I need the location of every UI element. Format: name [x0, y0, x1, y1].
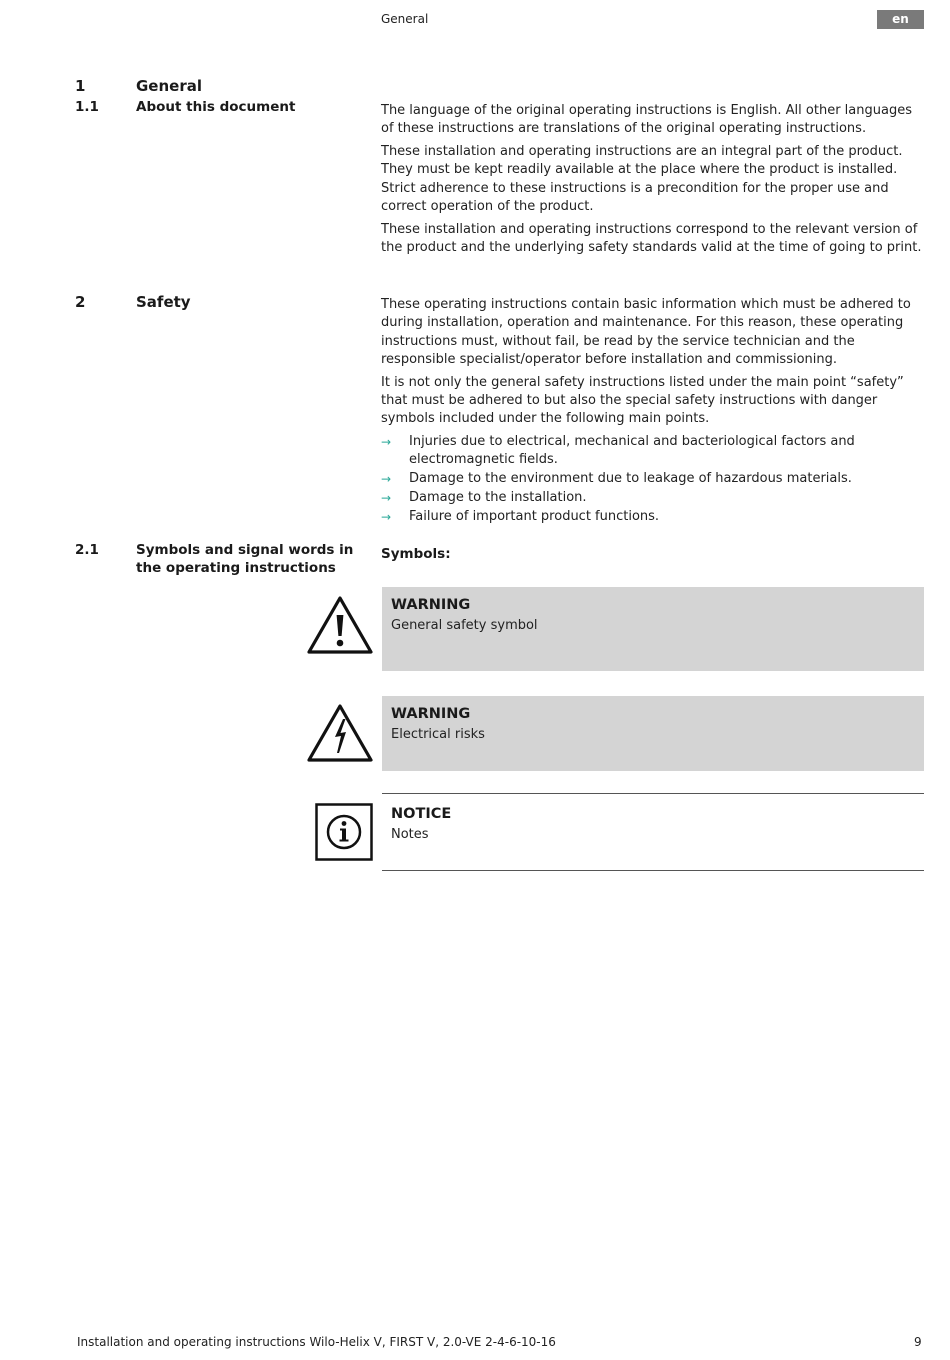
- arrow-right-icon: →: [381, 490, 392, 505]
- symbols-label: Symbols:: [381, 546, 451, 562]
- footer-text: Installation and operating instructions Wilo-Helix V, FIRST V, 2.0-VE 2-4-6-10-16: [77, 1335, 556, 1349]
- list-item-text: Injuries due to electrical, mechanical and bacteriological factors and electromagnetic fields.: [409, 434, 855, 468]
- list-item-text: Damage to the installation.: [409, 489, 587, 505]
- paragraph: The language of the original operating instructions is English. All other languages of these instructions are translations of the original operating instructions.: [381, 103, 912, 137]
- language-badge: en: [877, 10, 924, 29]
- warning-box-electrical: [382, 696, 924, 771]
- section-number: 2: [75, 293, 86, 311]
- list-item: [381, 470, 924, 488]
- section-number: 1: [75, 77, 86, 95]
- list-item-text: Damage to the environment due to leakage of hazardous materials.: [409, 471, 852, 487]
- list-item: [381, 489, 924, 507]
- general-warning-icon: [306, 595, 374, 655]
- safety-text: [381, 296, 924, 527]
- list-item: [381, 508, 924, 526]
- signal-description: General safety symbol: [391, 618, 538, 633]
- signal-description: Notes: [391, 827, 429, 842]
- paragraph: These installation and operating instructions correspond to the relevant version of the product and the underlying safety standards valid at the time of going to print.: [381, 221, 922, 256]
- subsection-title: About this document: [136, 99, 296, 115]
- info-icon: [315, 803, 373, 861]
- about-document-text: [381, 102, 924, 262]
- notice-box: [382, 793, 924, 871]
- warning-box-general: [382, 587, 924, 671]
- paragraph: It is not only the general safety instructions listed under the main point “safety” that must be adhered to but also the special safety instructions with danger symbols included under the following main points.: [381, 374, 904, 427]
- section-title: General: [136, 77, 202, 95]
- subsection-number: 2.1: [75, 542, 99, 558]
- list-item-text: Failure of important product functions.: [409, 508, 660, 524]
- signal-word: WARNING: [391, 597, 471, 613]
- signal-word: WARNING: [391, 706, 471, 722]
- list-item: [381, 433, 924, 470]
- subsection-title: Symbols and signal words in the operating instructions: [136, 542, 354, 576]
- arrow-right-icon: →: [381, 509, 392, 524]
- subsection-number: 1.1: [75, 99, 99, 115]
- paragraph: These installation and operating instructions are an integral part of the product. They must be kept readily available at the place where the product is installed. Strict adherence to these instructions is a precondition for the proper use and correct operation of the product.: [381, 144, 903, 214]
- arrow-right-icon: →: [381, 435, 392, 450]
- running-header-title: General: [381, 12, 429, 26]
- electrical-warning-icon: [306, 703, 374, 763]
- arrow-right-icon: →: [381, 472, 392, 487]
- signal-word: NOTICE: [391, 806, 452, 822]
- page-number: 9: [914, 1335, 922, 1349]
- signal-description: Electrical risks: [391, 727, 485, 742]
- section-title: Safety: [136, 293, 191, 311]
- paragraph: These operating instructions contain basic information which must be adhered to during installation, operation and maintenance. For this reason, these operating instructions must, without fail, be read by the service technician and the responsible specialist/operator before installation and commissioning.: [381, 297, 911, 367]
- safety-bullet-list: [381, 433, 924, 526]
